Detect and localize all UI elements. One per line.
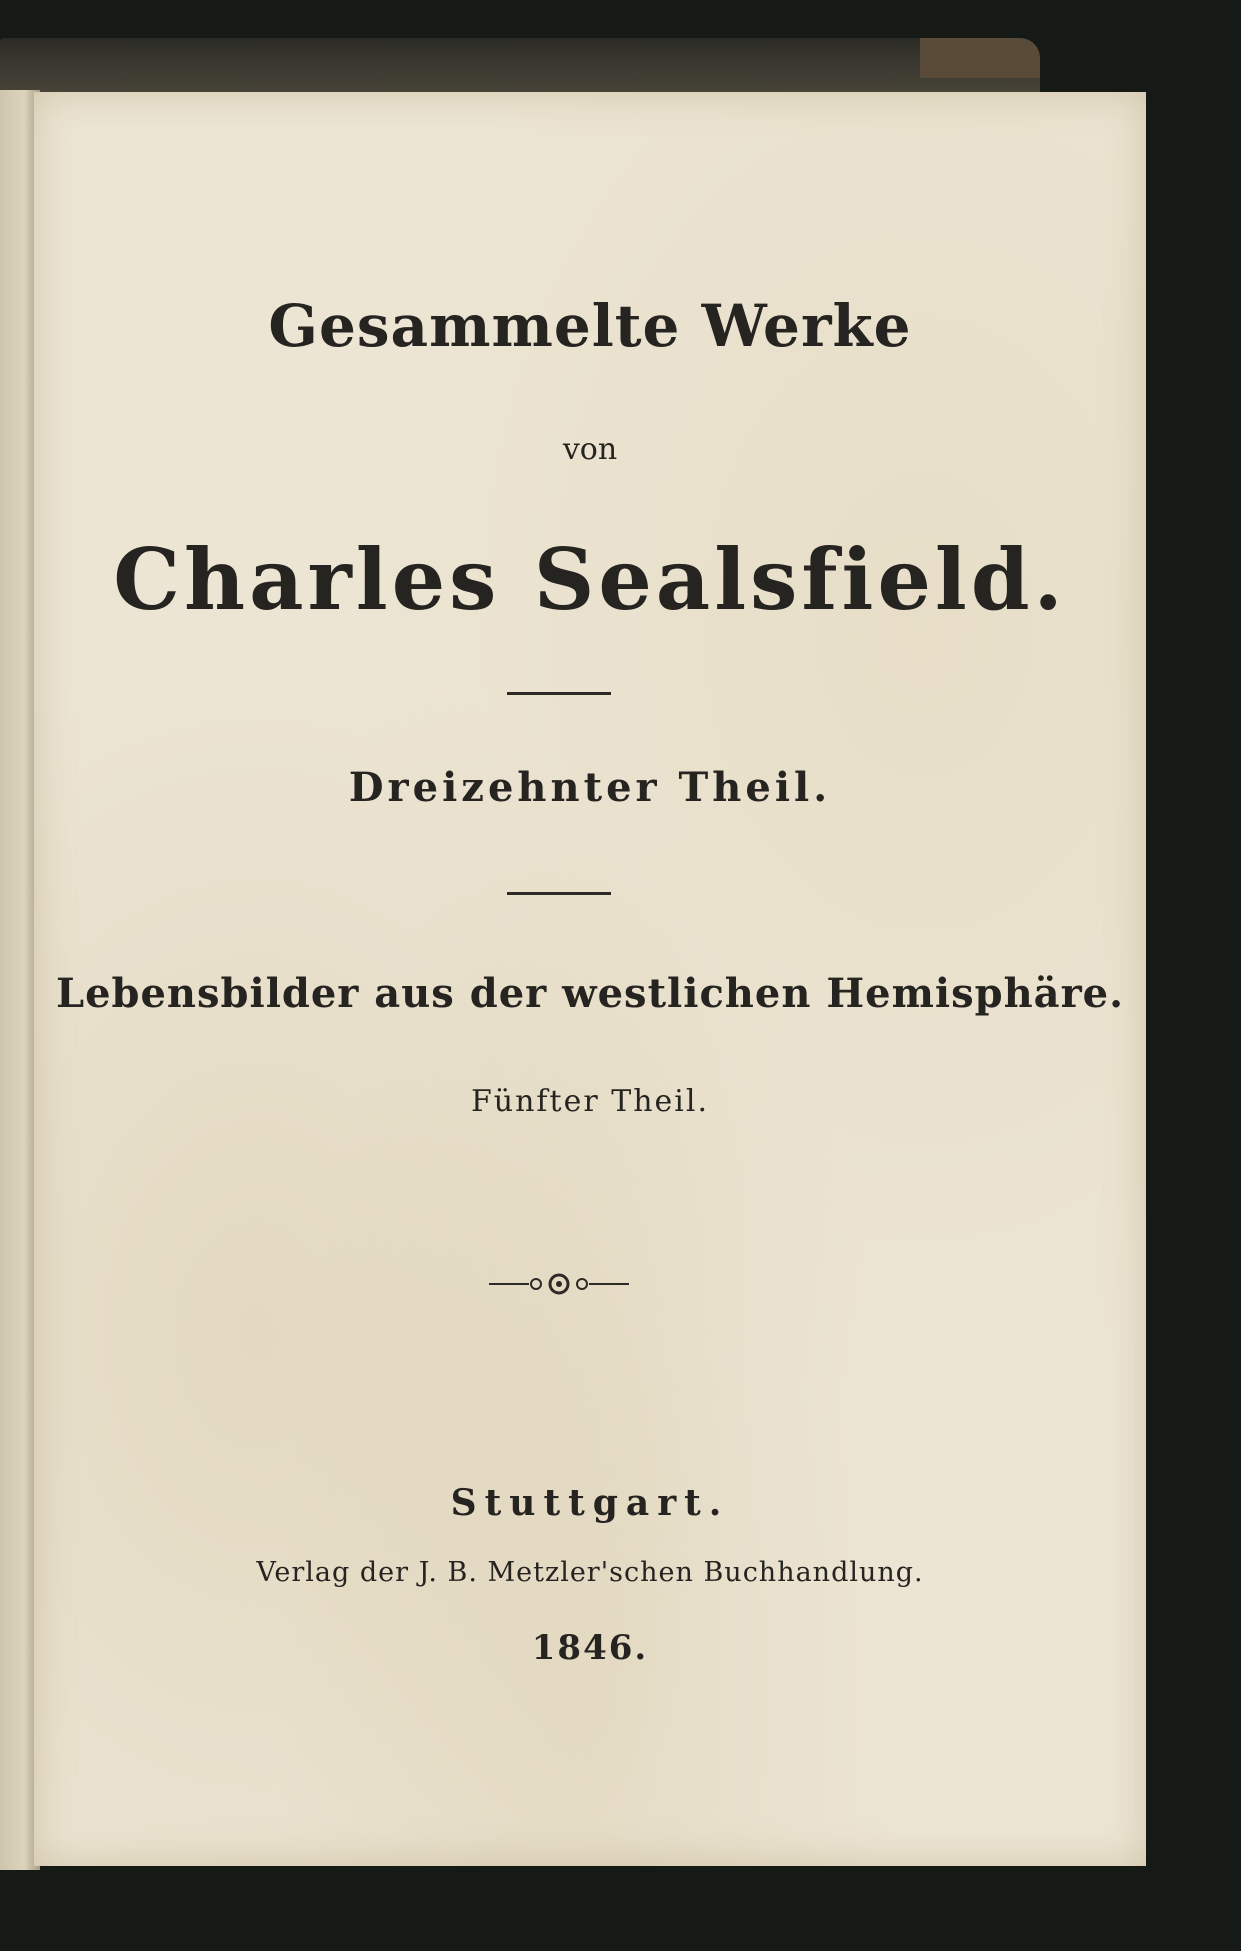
publication-place: Stuttgart. (450, 1482, 730, 1524)
divider-rule (507, 692, 611, 695)
work-title: Gesammelte Werke (268, 292, 912, 360)
series-title: Lebensbilder aus der westlichen Hemisphäre. (55, 970, 1125, 1017)
by-line: von (562, 432, 618, 467)
divider-rule (507, 892, 611, 895)
title-page (34, 92, 1146, 1866)
series-part: Fünfter Theil. (470, 1084, 710, 1119)
ornament-icon (484, 1264, 634, 1304)
book-cover-edge (0, 38, 1040, 100)
author-name: Charles Sealsfield. (113, 530, 1067, 629)
publication-year: 1846. (531, 1628, 649, 1668)
volume-number: Dreizehnter Theil. (348, 764, 832, 811)
publisher: Verlag der J. B. Metzler'schen Buchhandlung. (256, 1557, 924, 1588)
